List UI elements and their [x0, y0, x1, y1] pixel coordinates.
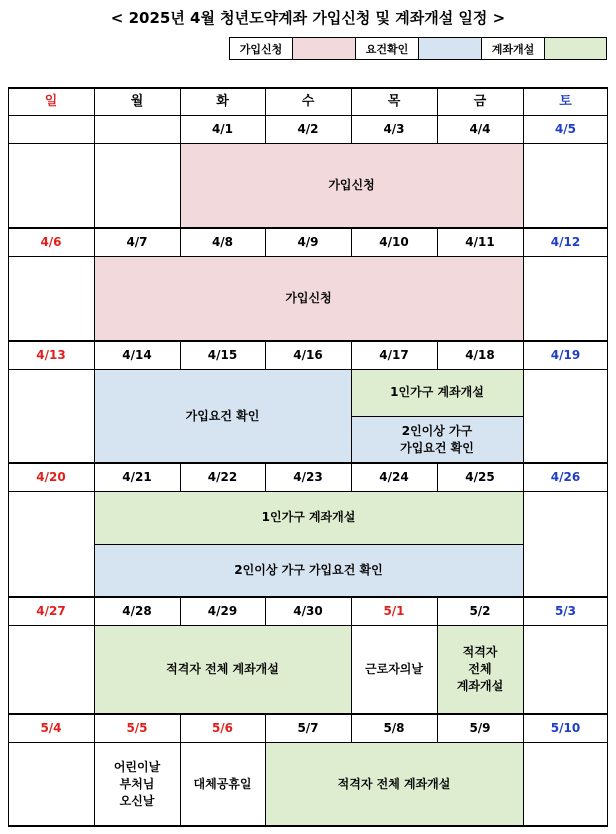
grid-line: [180, 714, 181, 742]
grid-line: [8, 596, 608, 598]
date-cell: 4/2: [297, 121, 319, 136]
weekday-header: 수: [301, 94, 315, 109]
grid-line: [523, 143, 524, 228]
grid-line: [180, 341, 181, 369]
grid-line: [94, 143, 95, 228]
grid-line: [351, 228, 352, 256]
grid-line: [265, 341, 266, 369]
grid-line: [437, 714, 438, 742]
date-cell: 5/3: [554, 603, 577, 618]
grid-line: [8, 143, 608, 144]
date-cell: 5/1: [383, 603, 405, 618]
weekday-header: 화: [216, 94, 229, 109]
date-cell: 4/20: [36, 469, 66, 484]
grid-line: [437, 228, 438, 256]
grid-line: [180, 597, 181, 625]
event-block: 1인가구 계좌개설: [351, 369, 523, 416]
date-cell: 5/4: [40, 720, 62, 735]
grid-line: [351, 597, 352, 625]
grid-line: [351, 88, 352, 115]
grid-line: [8, 462, 608, 464]
grid-line: [523, 491, 524, 597]
event-block: 적격자 전체 계좌개설: [265, 742, 523, 826]
grid-line: [523, 742, 524, 826]
grid-line: [523, 341, 524, 369]
grid-line: [265, 597, 266, 625]
grid-line: [265, 228, 266, 256]
event-block: 근로자의날: [365, 662, 423, 676]
event-block: 적격자 전체 계좌개설: [437, 625, 523, 714]
grid-line: [8, 742, 608, 743]
date-cell: 5/2: [469, 603, 491, 618]
date-cell: 4/16: [293, 347, 323, 362]
grid-line: [8, 87, 608, 89]
grid-line: [523, 115, 524, 143]
weekday-header: 월: [130, 94, 144, 109]
date-cell: 4/27: [36, 603, 66, 618]
grid-line: [437, 88, 438, 115]
grid-line: [8, 88, 9, 826]
page-title: < 2025년 4월 청년도약계좌 가입신청 및 계좌개설 일정 >: [110, 9, 506, 27]
date-cell: 4/9: [297, 234, 319, 249]
grid-line: [8, 227, 608, 229]
date-cell: 4/14: [122, 347, 152, 362]
date-cell: 5/5: [126, 720, 148, 735]
grid-line: [523, 463, 524, 491]
grid-line: [94, 463, 95, 491]
date-cell: 4/28: [122, 603, 152, 618]
date-cell: 4/12: [550, 234, 581, 249]
event-block: 어린이날 부처님 오신날: [113, 759, 161, 808]
date-cell: 5/7: [297, 720, 319, 735]
grid-line: [437, 341, 438, 369]
event-block: 1인가구 계좌개설: [94, 491, 523, 544]
date-cell: 4/23: [293, 469, 323, 484]
grid-line: [180, 115, 181, 143]
calendar-table: [8, 88, 608, 826]
grid-line: [8, 625, 608, 626]
weekday-header: 목: [387, 94, 401, 109]
date-cell: 4/29: [207, 603, 238, 618]
grid-line: [351, 341, 352, 369]
date-cell: 4/5: [554, 121, 577, 136]
date-cell: 4/30: [293, 603, 323, 618]
date-cell: 5/8: [383, 720, 405, 735]
grid-line: [523, 88, 524, 115]
grid-line: [94, 88, 95, 115]
date-cell: 4/22: [207, 469, 238, 484]
grid-line: [94, 115, 95, 143]
grid-line: [437, 463, 438, 491]
grid-line: [8, 369, 608, 370]
grid-line: [180, 228, 181, 256]
grid-line: [94, 341, 95, 369]
grid-line: [8, 115, 608, 116]
date-cell: [94, 115, 180, 143]
event-block: 2인이상 가구 가입요건 확인: [351, 416, 523, 463]
date-cell: 4/4: [469, 121, 491, 136]
legend-label-apply: 가입신청: [230, 38, 293, 59]
date-cell: 4/3: [383, 121, 405, 136]
date-cell: [8, 115, 94, 143]
date-cell: 4/24: [379, 469, 409, 484]
grid-line: [8, 340, 608, 342]
grid-line: [8, 713, 608, 715]
grid-line: [437, 597, 438, 625]
grid-line: [437, 625, 438, 714]
event-block: 대체공휴일: [193, 776, 252, 791]
date-cell: 4/18: [465, 347, 495, 362]
date-cell: 4/15: [207, 347, 238, 362]
date-cell: 4/13: [36, 347, 66, 362]
date-cell: 4/21: [122, 469, 152, 484]
legend-swatch-apply: [293, 38, 356, 59]
date-cell: 4/8: [211, 234, 234, 249]
event-block: 가입신청: [94, 256, 523, 341]
grid-line: [180, 143, 181, 228]
date-cell: 4/17: [379, 347, 409, 362]
grid-line: [607, 88, 608, 826]
grid-line: [351, 625, 352, 714]
grid-line: [8, 825, 608, 827]
grid-line: [8, 256, 608, 257]
grid-line: [265, 115, 266, 143]
grid-line: [94, 544, 523, 545]
event-block: 가입신청: [180, 143, 523, 228]
grid-line: [437, 115, 438, 143]
grid-line: [94, 742, 95, 826]
weekday-header: 토: [559, 94, 572, 109]
grid-line: [180, 742, 181, 826]
grid-line: [180, 88, 181, 115]
grid-line: [351, 714, 352, 742]
grid-line: [94, 625, 95, 714]
grid-line: [523, 256, 524, 341]
legend-swatch-open: [545, 38, 606, 59]
date-cell: 5/10: [550, 720, 581, 735]
grid-line: [265, 714, 266, 742]
legend-label-verify: 요건확인: [356, 38, 419, 59]
date-cell: 4/6: [40, 234, 62, 249]
grid-line: [94, 369, 95, 463]
grid-line: [265, 742, 266, 826]
grid-line: [523, 625, 524, 714]
legend-label-open: 계좌개설: [482, 38, 545, 59]
legend-swatch-verify: [419, 38, 482, 59]
grid-line: [351, 463, 352, 491]
event-block: 가입요건 확인: [94, 369, 351, 463]
grid-line: [523, 714, 524, 742]
weekday-header: 일: [44, 94, 58, 109]
grid-line: [94, 597, 95, 625]
date-cell: 4/25: [465, 469, 495, 484]
date-cell: 4/1: [211, 121, 234, 136]
grid-line: [180, 463, 181, 491]
grid-line: [8, 491, 608, 492]
date-cell: 5/9: [469, 720, 491, 735]
grid-line: [265, 463, 266, 491]
date-cell: 4/7: [126, 234, 148, 249]
date-cell: 4/26: [550, 469, 581, 484]
grid-line: [265, 88, 266, 115]
grid-line: [351, 115, 352, 143]
legend: [229, 37, 607, 60]
grid-line: [94, 256, 95, 341]
grid-line: [351, 416, 523, 417]
grid-line: [94, 714, 95, 742]
weekday-header: 금: [473, 94, 487, 109]
grid-line: [523, 369, 524, 463]
event-block: 적격자 전체 계좌개설: [94, 625, 351, 714]
date-cell: 5/6: [211, 720, 234, 735]
date-cell: 4/19: [550, 347, 581, 362]
event-block: 2인이상 가구 가입요건 확인: [94, 544, 523, 597]
grid-line: [523, 228, 524, 256]
date-cell: 4/11: [465, 234, 495, 249]
grid-line: [94, 228, 95, 256]
grid-line: [523, 597, 524, 625]
date-cell: 4/10: [379, 234, 409, 249]
